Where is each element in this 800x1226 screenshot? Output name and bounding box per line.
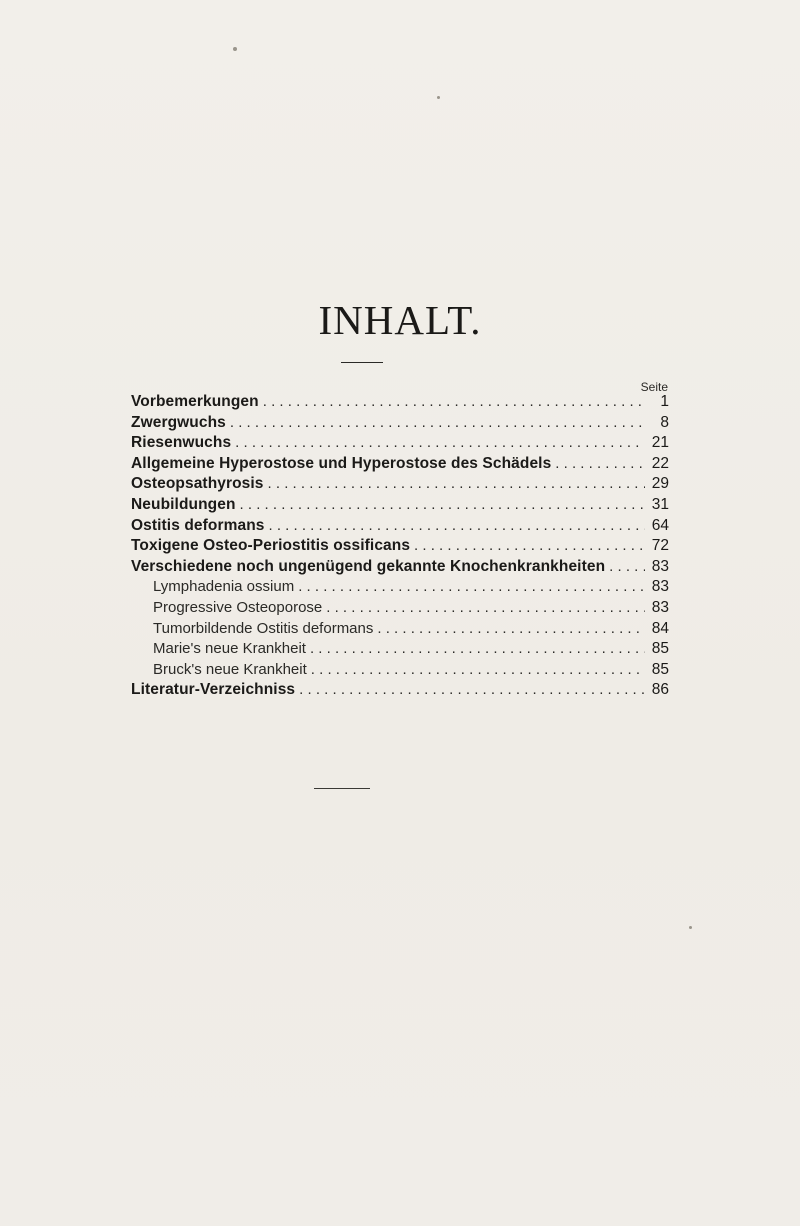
toc-subentry-page: 85 xyxy=(651,660,669,678)
dot-leader xyxy=(609,558,645,575)
toc-subentry-page: 84 xyxy=(651,619,669,637)
toc-entry[interactable] xyxy=(131,537,669,558)
toc-entry[interactable] xyxy=(131,475,669,496)
toc-entry-page: 22 xyxy=(651,454,669,472)
toc-entry-label: Literatur-Verzeichniss xyxy=(131,681,296,699)
toc-entry-label: Ostitis deformans xyxy=(131,516,265,534)
dot-leader xyxy=(377,620,645,637)
toc-entry-label: Neubildungen xyxy=(131,495,236,513)
toc-entry-label: Osteopsathyrosis xyxy=(131,475,264,493)
toc-entry-label: Allgemeine Hyperostose und Hyperostose des Schädels xyxy=(131,454,552,472)
toc-subentry[interactable] xyxy=(131,640,669,661)
dot-leader xyxy=(311,661,645,678)
toc-subentry-label: Bruck's neue Krankheit xyxy=(153,660,307,678)
toc-entry-page: 72 xyxy=(651,537,669,555)
page-column-header: Seite xyxy=(640,380,668,394)
toc-subentry-page: 83 xyxy=(651,578,669,596)
toc-entry[interactable] xyxy=(131,681,669,702)
dot-leader xyxy=(326,599,645,616)
toc-subentry-label: Tumorbildende Ostitis deformans xyxy=(153,619,374,637)
toc-entry[interactable] xyxy=(131,455,669,476)
toc-subentry-page: 83 xyxy=(651,598,669,616)
toc-entry-page: 21 xyxy=(651,434,669,452)
toc-entry-page: 29 xyxy=(651,475,669,493)
toc-subentry[interactable] xyxy=(131,620,669,641)
toc-entry-label: Toxigene Osteo-Periostitis ossificans xyxy=(131,537,411,555)
toc-entry-page: 83 xyxy=(651,557,669,575)
toc-entry-page: 64 xyxy=(651,516,669,534)
closing-rule xyxy=(314,788,370,789)
toc-entry-label: Vorbemerkungen xyxy=(131,393,259,410)
toc-entry[interactable] xyxy=(131,414,669,435)
dot-leader xyxy=(299,681,645,698)
toc-entry-page: 1 xyxy=(660,393,669,410)
paper-speck xyxy=(689,926,692,929)
page-title: INHALT. xyxy=(318,297,482,343)
dot-leader xyxy=(240,496,645,513)
toc-entry-label: Verschiedene noch ungenügend gekannte Knochenkrankheiten xyxy=(131,557,606,575)
toc-entry-label: Riesenwuchs xyxy=(131,434,232,452)
toc-entry[interactable] xyxy=(131,434,669,455)
toc-subentry-label: Marie's neue Krankheit xyxy=(153,640,306,658)
dot-leader xyxy=(310,640,645,657)
dot-leader xyxy=(235,434,645,451)
toc-subentry-label: Lymphadenia ossium xyxy=(153,578,295,596)
toc-subentry-label: Progressive Osteoporose xyxy=(153,598,323,616)
toc-subentry[interactable] xyxy=(131,578,669,599)
toc-entry-page: 8 xyxy=(660,413,669,431)
table-of-contents xyxy=(131,393,669,702)
toc-subentry[interactable] xyxy=(131,599,669,620)
toc-entry-label: Zwergwuchs xyxy=(131,413,226,431)
dot-leader xyxy=(230,414,645,431)
toc-entry[interactable] xyxy=(131,558,669,579)
toc-subentry[interactable] xyxy=(131,661,669,682)
title-underline xyxy=(341,362,383,363)
paper-speck xyxy=(233,47,237,51)
toc-entry[interactable] xyxy=(131,393,669,414)
dot-leader xyxy=(298,578,645,595)
toc-entry[interactable] xyxy=(131,517,669,538)
toc-entry[interactable] xyxy=(131,496,669,517)
dot-leader xyxy=(268,475,645,492)
dot-leader xyxy=(414,537,645,554)
toc-entry-page: 31 xyxy=(651,495,669,513)
paper-speck xyxy=(437,96,440,99)
dot-leader xyxy=(263,393,645,410)
toc-subentry-page: 85 xyxy=(651,640,669,658)
toc-entry-page: 86 xyxy=(651,681,669,699)
dot-leader xyxy=(268,517,645,534)
dot-leader xyxy=(555,455,645,472)
